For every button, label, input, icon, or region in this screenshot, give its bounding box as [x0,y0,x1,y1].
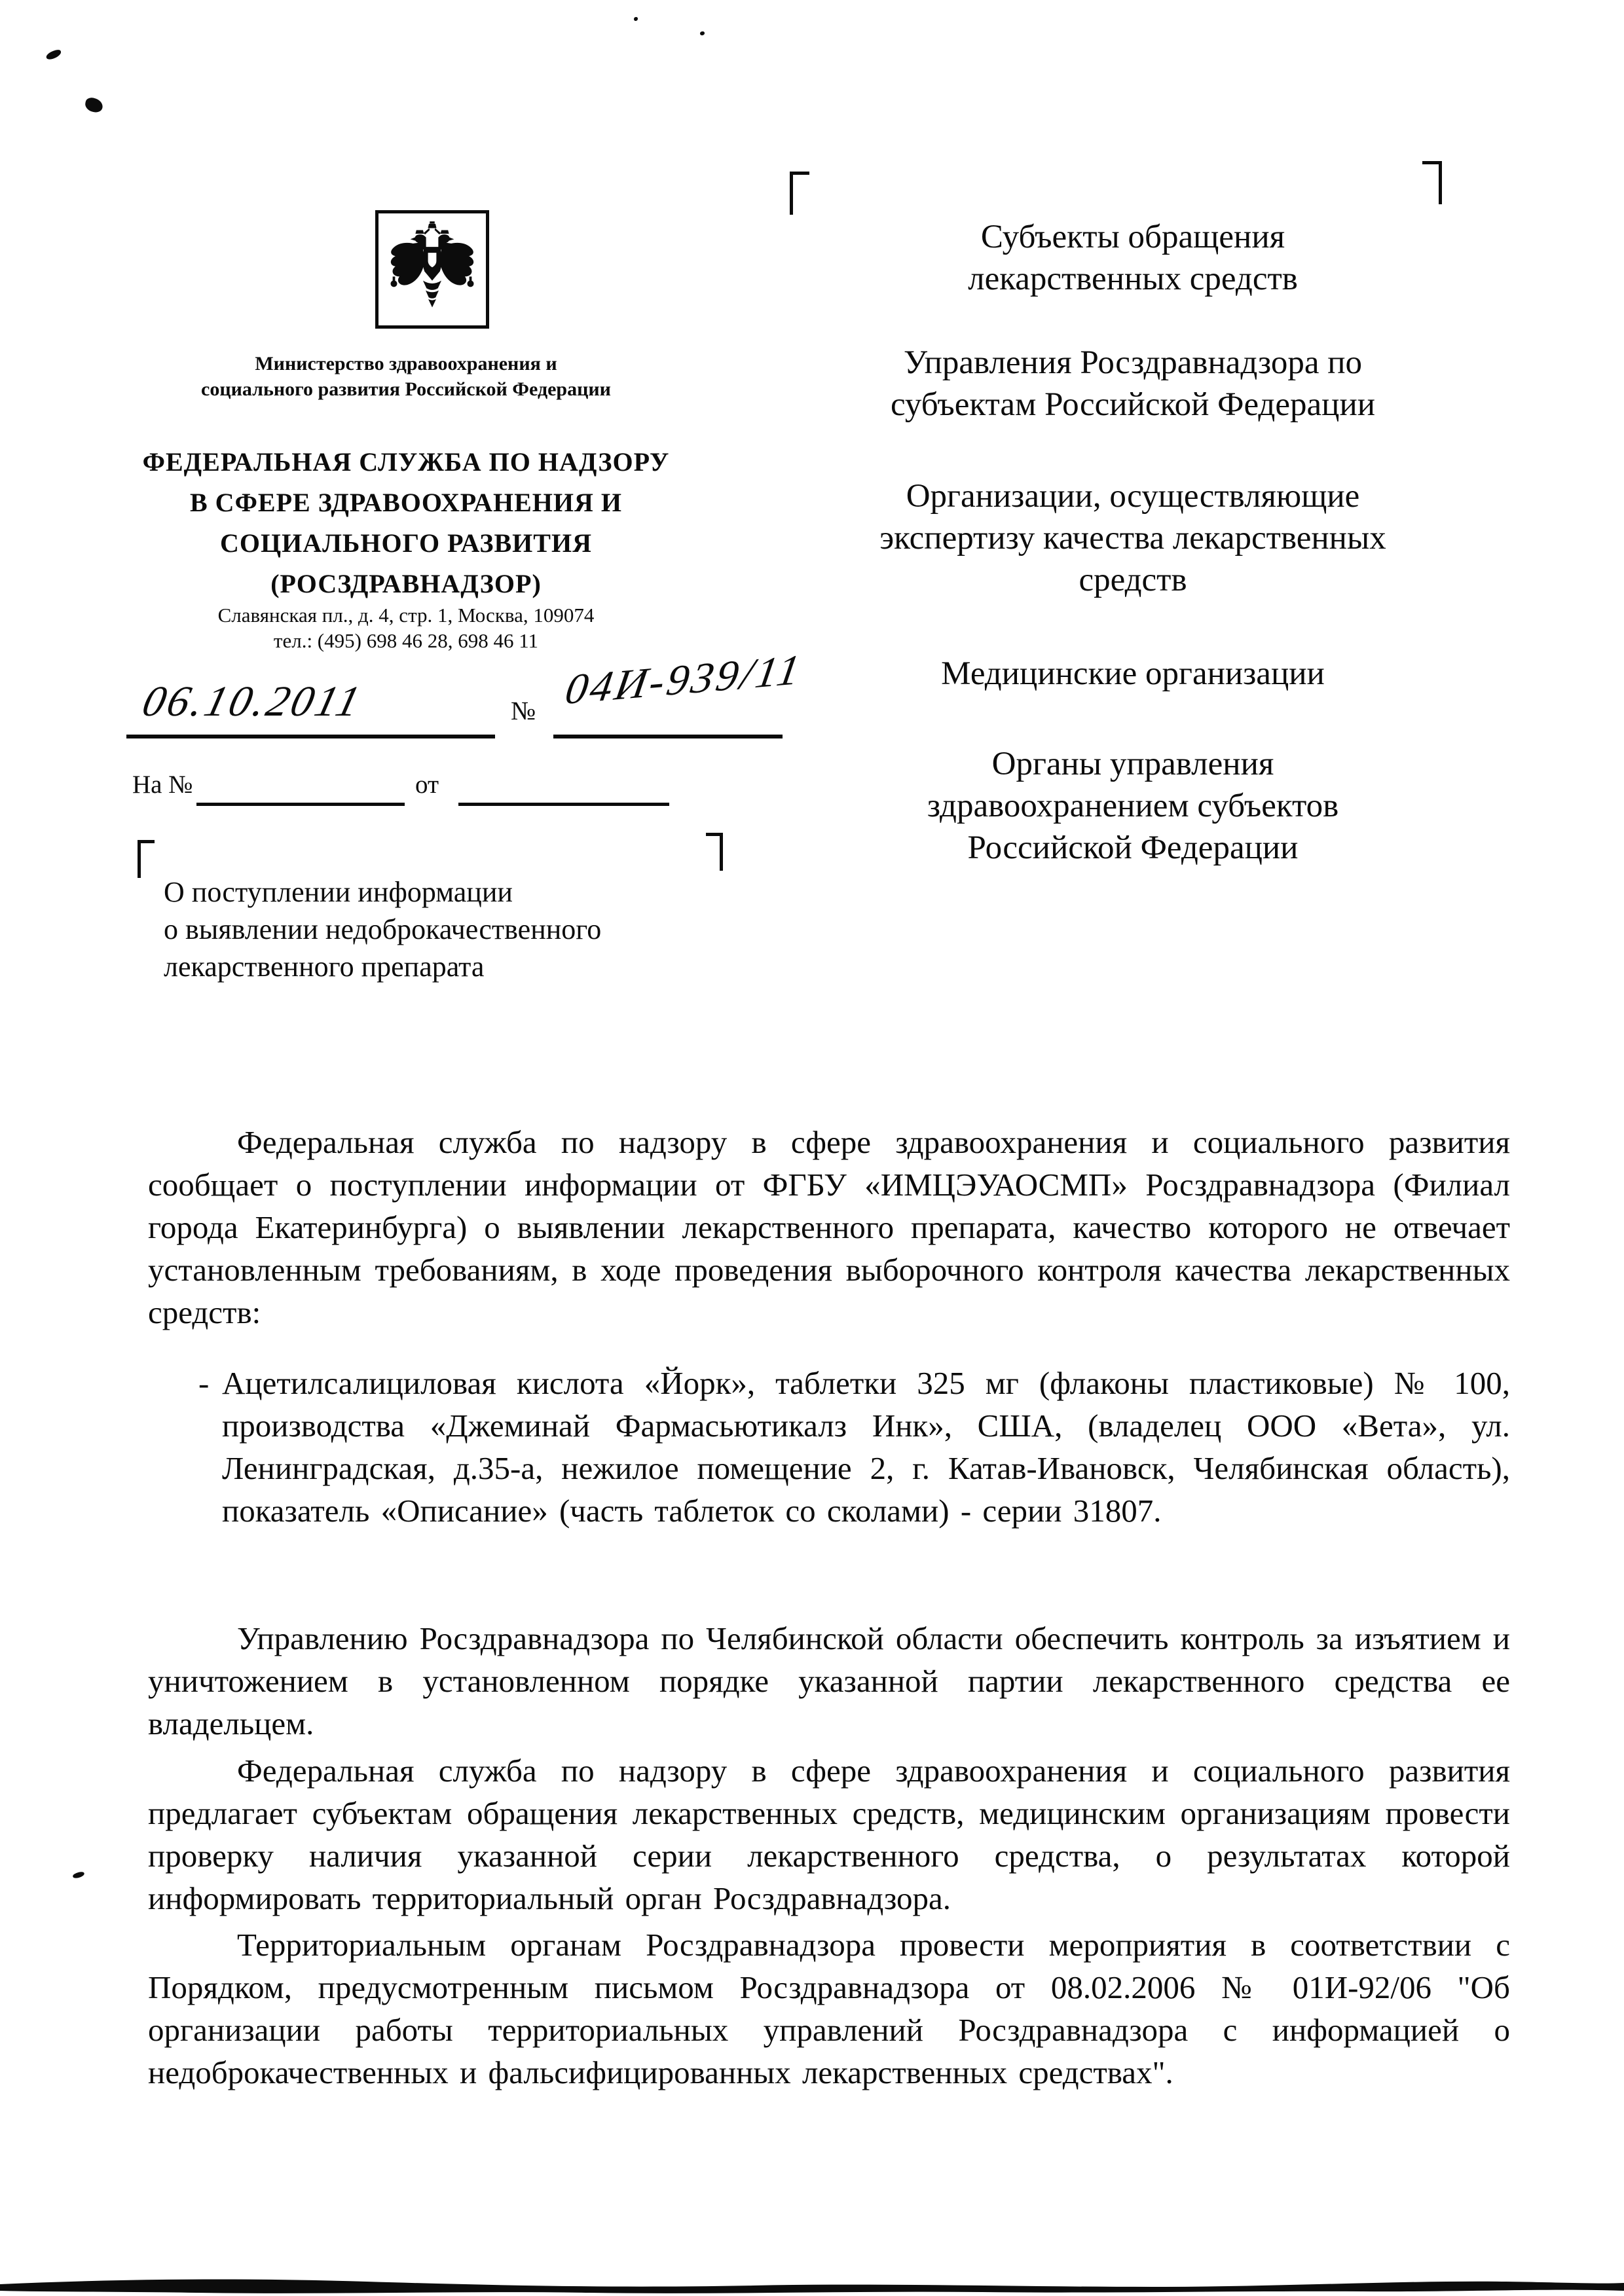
scan-speck [72,1871,84,1879]
reply-number-underline [196,803,405,806]
ministry-name-line: социального развития Российской Федерации [201,378,611,400]
recipient-line: здравоохранением субъектов [927,788,1339,824]
recipient-line: Медицинские организации [941,655,1325,692]
recipient-item [838,342,1428,426]
subject-text [164,873,601,985]
recipient-line: средств [1079,562,1187,598]
number-underline [553,735,783,738]
recipient-item [838,216,1428,300]
subject-line: О поступлении информации [164,876,513,908]
service-address: Славянская пл., д. 4, стр. 1, Москва, 109074 [217,604,595,627]
coat-of-arms-box [375,210,489,329]
date-underline [126,735,495,738]
recipient-line: Российской Федерации [967,829,1299,866]
recipient-item [838,653,1428,695]
subject-line: о выявлении недоброкачественного [164,913,602,945]
bullet-dash: - [198,1365,210,1401]
recipient-item [838,475,1428,601]
service-name-line: (РОСЗДРАВНАДЗОР) [270,569,542,598]
paragraph-control-order: Управлению Росздравнадзора по Челябинской области обеспечить контроль за изъятием и уничтожением в установленном порядке указанной партии лекарственного средства ее владельцем. [148,1620,1510,1741]
outgoing-number-handwritten: 04И-939/11 [562,646,806,714]
service-address-block [124,602,688,653]
scan-speck [634,17,638,21]
defective-drug-text: Ацетилсалициловая кислота «Йорк», таблетки 325 мг (флаконы пластиковые) № 100, производства «Джеминай Фармасьютикалз Инк», США, (владелец ООО «Вета», ул. Ленинградская, д.35-а, нежилое помещение 2, г. Катав-Ивановск, Челябинская область), показатель «Описание» (часть таблеток со сколами) - серии 31807. [222,1365,1510,1529]
scan-speck [84,96,104,113]
service-name-line: ФЕДЕРАЛЬНАЯ СЛУЖБА ПО НАДЗОРУ [142,447,670,477]
service-name [124,442,688,604]
service-name-line: В СФЕРЕ ЗДРАВООХРАНЕНИЯ И [190,488,622,517]
paragraph-intro: Федеральная служба по надзору в сфере здравоохранения и социального развития сообщает о поступлении информации от ФГБУ «ИМЦЭУАОСМП» Росздравнадзора (Филиал города Екатеринбурга) о выявлении лекарственного препарата, качество которого не отвечает установленным требованиям, в ходе проведения выборочного контроля качества лекарственных средств: [148,1124,1510,1330]
scan-bottom-edge [0,2274,1624,2296]
outgoing-date-handwritten: 06.10.2011 [138,678,367,725]
ministry-name-line: Министерство здравоохранения и [255,353,557,374]
service-name-line: СОЦИАЛЬНОГО РАЗВИТИЯ [220,528,592,558]
paragraph-territorial-order: Территориальным органам Росздравнадзора провести мероприятия в соответствии с Порядком, предусмотренным письмом Росздравнадзора от 08.02.2006 № 01И-92/06 "Об организации работы территориальных управлений Росздравнадзора с информацией о недоброкачественных и фальсифицированных лекарственных средствах". [148,1927,1510,2090]
scan-speck [700,31,705,35]
recipient-line: Органы управления [991,746,1274,782]
reply-number-label: На № [132,771,193,799]
recipient-line: лекарственных средств [968,261,1298,297]
scan-speck [45,48,62,61]
reply-from-label: от [415,771,439,799]
recipient-line: субъектам Российской Федерации [890,386,1376,423]
paragraph-check-request: Федеральная служба по надзору в сфере здравоохранения и социального развития предлагает субъектам обращения лекарственных средств, медицинским организациям провести проверку наличия указанной серии лекарственного средства, о результатах которой информировать территориальный орган Росздравнадзора. [148,1753,1510,1916]
number-sign: № [511,696,536,725]
double-headed-eagle-icon [381,216,483,323]
ministry-name [124,351,688,402]
corner-mark-icon [706,833,723,871]
recipient-item [838,743,1428,869]
defective-drug-item [148,1362,1510,1532]
corner-mark-icon [1422,161,1442,204]
service-phone: тел.: (495) 698 46 28, 698 46 11 [273,629,539,652]
reply-from-underline [458,803,669,806]
recipient-line: экспертизу качества лекарственных [879,520,1386,556]
corner-mark-icon [138,840,155,878]
corner-mark-icon [790,172,809,215]
recipient-line: Субъекты обращения [980,219,1285,255]
recipient-line: Управления Росздравнадзора по [903,344,1363,381]
subject-line: лекарственного препарата [164,951,485,983]
recipient-line: Организации, осуществляющие [906,478,1360,515]
